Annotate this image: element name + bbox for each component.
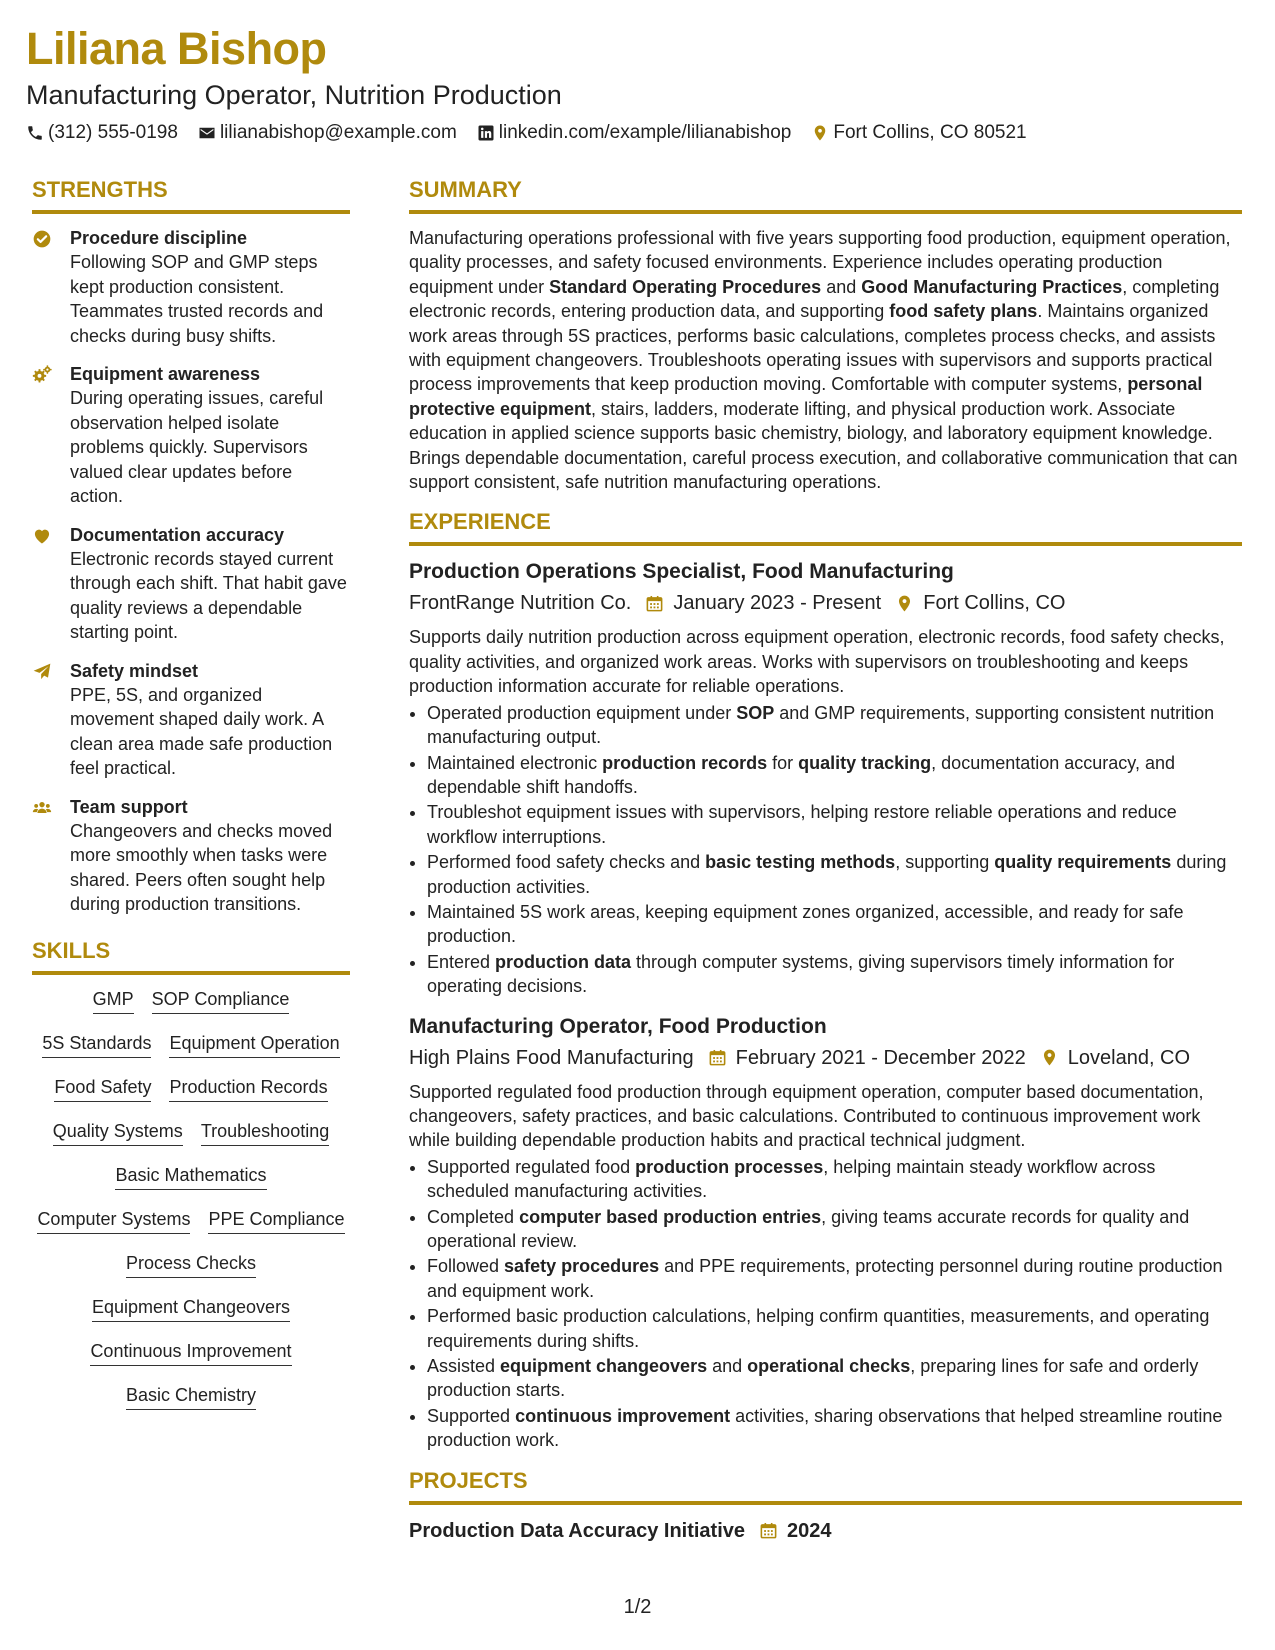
skill-tag: GMP (93, 987, 134, 1014)
contact-location-text: Fort Collins, CO 80521 (833, 122, 1027, 143)
strength-item (32, 659, 350, 781)
skill-tag: Process Checks (126, 1251, 256, 1278)
phone-icon (26, 124, 44, 142)
bold-phrase: operational checks (747, 1356, 911, 1377)
job-bullets (409, 1155, 1242, 1453)
bold-phrase: quality requirements (994, 852, 1172, 873)
strength-desc: During operating issues, careful observation helped isolate problems quickly. Supervisors valued clear updates before action. (70, 388, 324, 506)
job-bullets (409, 701, 1242, 999)
job-bullet: • Operated production equipment under SOP and GMP requirements, supporting consistent nutrition manufacturing output. (427, 701, 1242, 750)
bold-phrase: production data (495, 951, 632, 972)
contact-location (811, 120, 1026, 146)
skills-heading: SKILLS (32, 937, 350, 975)
job-dates: January 2023 - Present (673, 592, 882, 615)
job-title: Production Operations Specialist, Food Manufacturing (409, 560, 954, 584)
map-marker-icon (1040, 1048, 1059, 1067)
job-dates: February 2021 - December 2022 (735, 1046, 1026, 1069)
right-column (409, 176, 1242, 1545)
skill-tag: Basic Chemistry (126, 1383, 256, 1410)
skills-list (32, 987, 350, 1410)
job-bullet: • Supported continuous improvement activities, sharing observations that helped streamline routine production work. (427, 1404, 1242, 1453)
skill-tag: 5S Standards (42, 1031, 151, 1058)
check-circle-icon (32, 226, 58, 348)
strength-desc: Changeovers and checks moved more smoothly when tasks were shared. Peers often sought help during production transitions. (70, 820, 333, 914)
strength-item (32, 226, 350, 348)
left-column (32, 176, 350, 1410)
strength-item (32, 362, 350, 509)
job-bullet: • Followed safety procedures and PPE requirements, protecting personnel during routine production and equipment work. (427, 1254, 1242, 1303)
contact-phone (26, 120, 178, 146)
gears-icon (32, 362, 58, 509)
skill-tag: Equipment Changeovers (92, 1295, 290, 1322)
bold-phrase: personal protective equipment (409, 374, 1203, 419)
contact-row (26, 120, 1226, 146)
projects-heading: PROJECTS (409, 1467, 1242, 1505)
map-marker-icon (811, 124, 829, 142)
job-bullet: • Performed basic production calculations, helping confirm quantities, measurements, and operating requirements during shifts. (427, 1304, 1242, 1353)
job-description: Supported regulated food production through equipment operation, computer based documentation, changeovers, safety practices, and basic calculations. Contributed to continuous improvement work while building dependable production habits and practical technical judgment. (409, 1081, 1204, 1151)
calendar-icon (759, 1521, 778, 1540)
bold-phrase: equipment changeovers (500, 1356, 708, 1377)
job-bullet: • Supported regulated food production processes, helping maintain steady workflow across scheduled manufacturing activities. (427, 1155, 1242, 1204)
job-company: High Plains Food Manufacturing (409, 1046, 694, 1069)
strength-name: Procedure discipline (70, 228, 248, 248)
skill-tag: Quality Systems (53, 1119, 183, 1146)
skill-tag: Troubleshooting (201, 1119, 329, 1146)
contact-linkedin-text: linkedin.com/example/lilianabishop (498, 122, 792, 143)
bold-phrase: production records (602, 752, 768, 773)
skill-tag: Continuous Improvement (90, 1339, 291, 1366)
job-meta (409, 1044, 1242, 1072)
heart-icon (32, 523, 58, 645)
contact-linkedin[interactable] (477, 120, 792, 146)
job-bullet: • Performed food safety checks and basic testing methods, supporting quality requirements during production activities. (427, 850, 1242, 899)
strength-item (32, 795, 350, 917)
paper-plane-icon (32, 659, 58, 781)
bold-phrase: food safety plans (889, 301, 1038, 322)
bold-phrase: computer based production entries (519, 1206, 822, 1227)
strength-name: Documentation accuracy (70, 524, 285, 545)
project-entry (409, 1517, 1242, 1545)
job-title: Manufacturing Operator, Food Production (409, 1014, 827, 1038)
strength-name: Team support (70, 796, 188, 817)
map-marker-icon (895, 594, 914, 613)
bold-phrase: continuous improvement (515, 1405, 731, 1426)
job-description: Supports daily nutrition production across equipment operation, electronic records, food safety checks, quality activities, and organized work areas. Works with supervisors on troubleshooting and keeps production information accurate for reliable operations. (409, 627, 1225, 697)
summary-heading: SUMMARY (409, 176, 1242, 214)
job-company: FrontRange Nutrition Co. (409, 592, 632, 615)
bold-phrase: Good Manufacturing Practices (861, 276, 1123, 297)
strength-desc: Following SOP and GMP steps kept production consistent. Teammates trusted records and checks during busy shifts. (70, 252, 324, 346)
bold-phrase: production processes (635, 1156, 824, 1177)
calendar-icon (645, 594, 664, 613)
page-number: 1/2 (623, 1596, 652, 1618)
bold-phrase: safety procedures (504, 1256, 660, 1277)
skill-tag: SOP Compliance (152, 987, 290, 1014)
bold-phrase: SOP (736, 702, 775, 723)
experience-heading: EXPERIENCE (409, 508, 1242, 546)
strength-name: Equipment awareness (70, 364, 261, 384)
job-bullet: • Troubleshot equipment issues with supervisors, helping restore reliable operations and reduce workflow interruptions. (427, 800, 1242, 849)
strength-name: Safety mindset (70, 660, 199, 681)
job-bullet: • Entered production data through computer systems, giving supervisors timely information for operating decisions. (427, 950, 1242, 999)
envelope-icon (198, 124, 216, 142)
job-meta (409, 589, 1242, 617)
users-icon (32, 795, 58, 917)
job-location: Loveland, CO (1067, 1046, 1191, 1069)
candidate-title: Manufacturing Operator, Nutrition Production (26, 80, 562, 110)
skill-tag: Basic Mathematics (115, 1163, 266, 1190)
job-bullet: • Maintained 5S work areas, keeping equipment zones organized, accessible, and ready for safe production. (427, 900, 1242, 949)
job-bullet: • Assisted equipment changeovers and operational checks, preparing lines for safe and orderly production starts. (427, 1354, 1242, 1403)
skill-tag: Food Safety (54, 1075, 151, 1102)
bold-phrase: quality tracking (798, 752, 932, 773)
job-bullet: • Maintained electronic production records for quality tracking, documentation accuracy, and dependable shift handoffs. (427, 751, 1242, 800)
job-location: Fort Collins, CO (923, 592, 1066, 615)
calendar-icon (708, 1048, 727, 1067)
strengths-heading: STRENGTHS (32, 176, 350, 214)
linkedin-icon (477, 124, 495, 142)
bold-phrase: basic testing methods (705, 852, 896, 873)
contact-phone-text: (312) 555-0198 (48, 122, 178, 143)
skill-tag: Production Records (169, 1075, 327, 1102)
contact-email-text: lilianabishop@example.com (219, 122, 457, 143)
project-date: 2024 (787, 1519, 832, 1542)
skill-tag: PPE Compliance (208, 1207, 344, 1234)
contact-email[interactable] (198, 120, 457, 146)
strength-item (32, 523, 350, 645)
skill-tag: Equipment Operation (169, 1031, 339, 1058)
job-bullet: • Completed computer based production entries, giving teams accurate records for quality and operational review. (427, 1205, 1242, 1254)
strength-desc: PPE, 5S, and organized movement shaped daily work. A clean area made safe production feel practical. (70, 684, 333, 778)
bold-phrase: Standard Operating Procedures (549, 276, 822, 297)
job-entry (409, 558, 1242, 998)
project-title: Production Data Accuracy Initiative (409, 1519, 746, 1542)
strength-desc: Electronic records stayed current through each shift. That habit gave quality reviews a dependable starting point. (70, 548, 347, 642)
candidate-name: Liliana Bishop (26, 23, 327, 74)
skill-tag: Computer Systems (37, 1207, 190, 1234)
summary-text: Manufacturing operations professional with five years supporting food production, equipment operation, quality processes, and safety focused environments. Experience includes operating production equipment under Standard Operating Procedures and Good Manufacturing Practices, completing electronic records, entering production data, and supporting food safety plans. Maintains organized work areas through 5S practices, performs basic calculations, completes process checks, and assists with equipment changeovers. Troubleshoots operating issues with supervisors and supports practical process improvements that keep production moving. Comfortable with computer systems, personal protective equipment, stairs, ladders, moderate lifting, and physical production work. Associate education in applied science supports basic chemistry, biology, and laboratory equipment knowledge. Brings dependable documentation, careful process execution, and collaborative communication that can support consistent, safe nutrition manufacturing operations. (409, 228, 1238, 493)
job-entry (409, 1013, 1242, 1453)
resume-header (26, 22, 1226, 146)
